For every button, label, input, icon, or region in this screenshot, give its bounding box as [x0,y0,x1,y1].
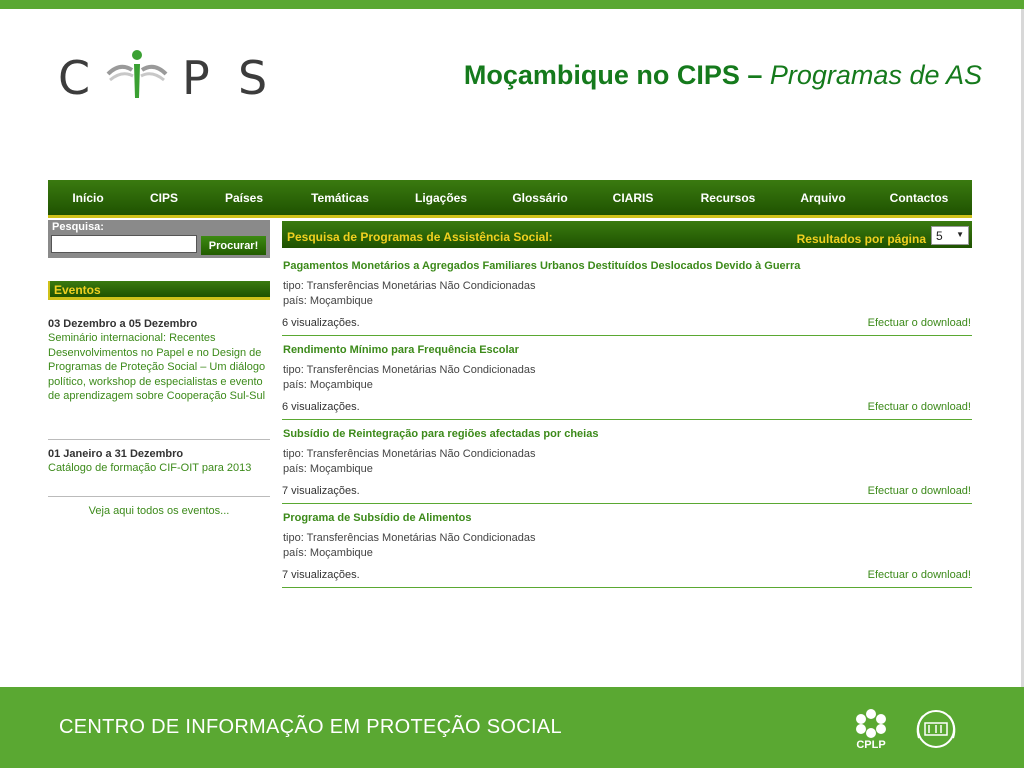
result-country: país: Moçambique [283,547,373,559]
result-views: 6 visualizações. [282,317,360,329]
event-item [48,317,270,403]
result-country: país: Moçambique [283,463,373,475]
oit-logo-icon [911,708,961,750]
all-events-link[interactable]: Veja aqui todos os eventos... [88,505,230,517]
logo-letter-s: S [238,51,268,105]
result-title-link[interactable]: Subsídio de Reintegração para regiões afectadas por cheias [283,428,599,440]
events-heading-label: Eventos [54,283,101,297]
search-input[interactable] [51,235,197,253]
result-item [282,504,972,588]
event-link[interactable]: Catálogo de formação CIF-OIT para 2013 [48,462,252,475]
slide-title [464,60,982,91]
search-button[interactable]: Procurar! [201,236,266,255]
results-header [282,221,972,248]
nav-arquivo[interactable]: Arquivo [800,191,846,205]
per-page-value: 5 [936,229,943,243]
top-accent-bar [0,0,1024,9]
chevron-down-icon: ▼ [956,230,964,239]
nav-glossario[interactable]: Glossário [512,191,568,205]
result-views: 7 visualizações. [282,485,360,497]
result-title-link[interactable]: Pagamentos Monetários a Agregados Familiares Urbanos Destituídos Deslocados Devido à Guerra [283,260,801,272]
event-date: 01 Janeiro a 31 Dezembro [48,448,184,460]
search-label: Pesquisa: [52,221,104,233]
result-type: tipo: Transferências Monetárias Não Condicionadas [283,532,536,544]
result-views: 7 visualizações. [282,569,360,581]
cplp-logo [850,708,892,752]
nav-recursos[interactable]: Recursos [700,191,756,205]
download-link[interactable]: Efectuar o download! [867,485,971,497]
cplp-flower-icon [850,708,892,738]
main-nav [48,180,972,218]
events-heading [48,281,270,300]
slide-footer [0,687,1024,768]
nav-cips[interactable]: CIPS [149,191,178,205]
result-item [282,336,972,420]
event-link[interactable]: Seminário internacional: Recentes Desenvolvimentos no Papel e no Design de Programas de Proteção Social – Um diálogo político, workshop de especialistas e evento de aprendizagem sobre Cooperação Sul-Sul [48,332,266,403]
result-country: país: Moçambique [283,295,373,307]
cplp-label: CPLP [856,739,886,751]
event-separator [48,439,270,440]
result-type: tipo: Transferências Monetárias Não Condicionadas [283,364,536,376]
logo-figure-icon [104,48,170,104]
cips-logo [58,48,273,108]
result-country: país: Moçambique [283,379,373,391]
nav-ciaris[interactable]: CIARIS [612,191,654,205]
result-item [282,420,972,504]
result-item [282,252,972,336]
slide-title-bold: Moçambique no CIPS – [463,60,770,90]
event-date: 03 Dezembro a 05 Dezembro [48,318,198,330]
results-heading: Pesquisa de Programas de Assistência Social: [287,230,553,244]
footer-text: CENTRO DE INFORMAÇÃO EM PROTEÇÃO SOCIAL [59,716,562,738]
download-link[interactable]: Efectuar o download! [867,401,971,413]
result-type: tipo: Transferências Monetárias Não Condicionadas [283,280,536,292]
slide-title-italic: Programas de AS [769,60,982,90]
event-separator [48,496,270,497]
per-page-select[interactable] [931,226,969,245]
result-type: tipo: Transferências Monetárias Não Condicionadas [283,448,536,460]
result-title-link[interactable]: Rendimento Mínimo para Frequência Escolar [283,344,519,356]
nav-tematicas[interactable]: Temáticas [311,191,369,205]
logo-letter-p: P [182,51,210,105]
search-panel [48,220,270,258]
download-link[interactable]: Efectuar o download! [867,317,971,329]
nav-paises[interactable]: Países [224,191,264,205]
result-views: 6 visualizações. [282,401,360,413]
nav-inicio[interactable]: Início [72,191,104,205]
nav-ligacoes[interactable]: Ligações [414,191,468,205]
per-page-label: Resultados por página [796,232,926,246]
event-item [48,447,270,476]
nav-contactos[interactable]: Contactos [889,191,949,205]
download-link[interactable]: Efectuar o download! [867,569,971,581]
result-title-link[interactable]: Programa de Subsídio de Alimentos [283,512,472,524]
logo-letter-c: C [58,51,91,105]
